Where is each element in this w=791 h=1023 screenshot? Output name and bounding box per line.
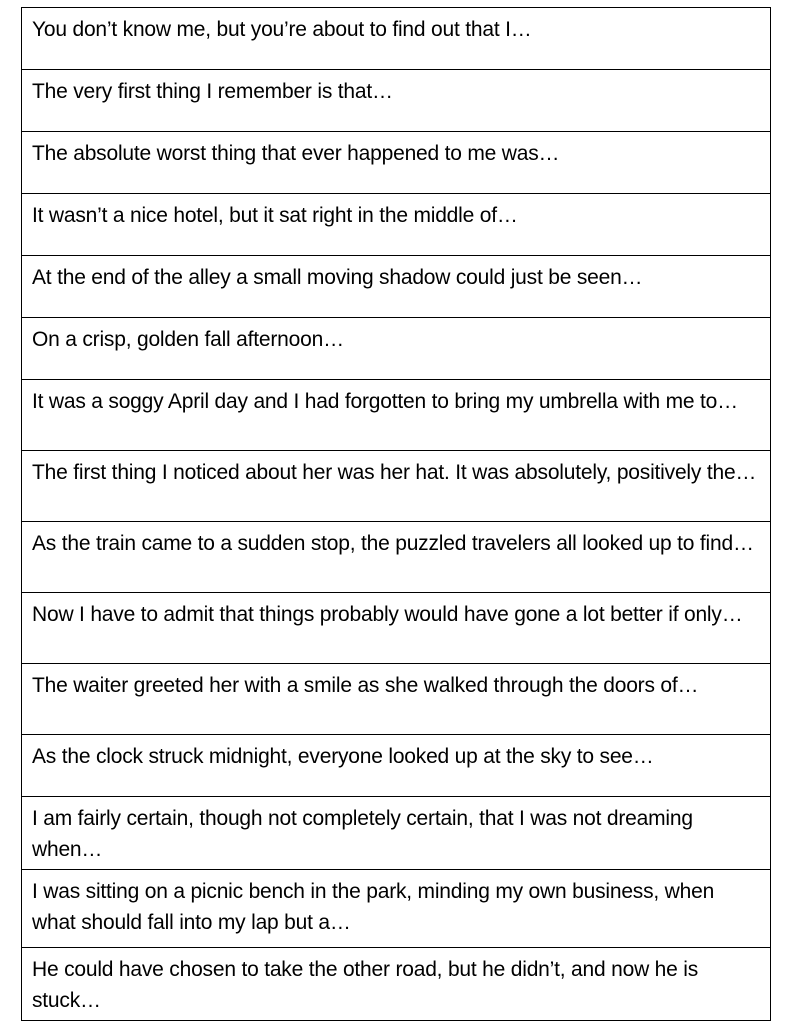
table-row xyxy=(22,948,771,1021)
story-prompt-cell: Now I have to admit that things probably would have gone a lot better if only… xyxy=(22,593,771,664)
story-prompt-cell: It wasn’t a nice hotel, but it sat right in the middle of… xyxy=(22,194,771,256)
story-prompt-cell: As the clock struck midnight, everyone looked up at the sky to see… xyxy=(22,735,771,797)
story-prompt-cell: I was sitting on a picnic bench in the park, minding my own business, when what should fall into my lap but a… xyxy=(22,870,771,948)
table-row xyxy=(22,380,771,451)
story-prompt-cell: I am fairly certain, though not completely certain, that I was not dreaming when… xyxy=(22,797,771,870)
table-row xyxy=(22,664,771,735)
story-prompt-cell: At the end of the alley a small moving shadow could just be seen… xyxy=(22,256,771,318)
table-row xyxy=(22,70,771,132)
table-row xyxy=(22,797,771,870)
table-row xyxy=(22,451,771,522)
story-prompt-cell: The very first thing I remember is that… xyxy=(22,70,771,132)
story-prompt-cell: On a crisp, golden fall afternoon… xyxy=(22,318,771,380)
story-prompt-cell: He could have chosen to take the other road, but he didn’t, and now he is stuck… xyxy=(22,948,771,1021)
table-row xyxy=(22,132,771,194)
table-row xyxy=(22,8,771,70)
table-row xyxy=(22,318,771,380)
story-prompt-cell: The first thing I noticed about her was her hat. It was absolutely, positively the… xyxy=(22,451,771,522)
story-prompt-cell: The absolute worst thing that ever happened to me was… xyxy=(22,132,771,194)
table-row xyxy=(22,194,771,256)
table-row xyxy=(22,593,771,664)
story-prompt-cell: As the train came to a sudden stop, the puzzled travelers all looked up to find… xyxy=(22,522,771,593)
table-row xyxy=(22,522,771,593)
story-prompt-cell: The waiter greeted her with a smile as she walked through the doors of… xyxy=(22,664,771,735)
story-prompt-cell: It was a soggy April day and I had forgotten to bring my umbrella with me to… xyxy=(22,380,771,451)
story-prompt-cell: You don’t know me, but you’re about to find out that I… xyxy=(22,8,771,70)
table-row xyxy=(22,735,771,797)
table-row xyxy=(22,256,771,318)
story-prompts-table xyxy=(21,7,771,1021)
story-prompts-body xyxy=(22,8,771,1021)
table-row xyxy=(22,870,771,948)
